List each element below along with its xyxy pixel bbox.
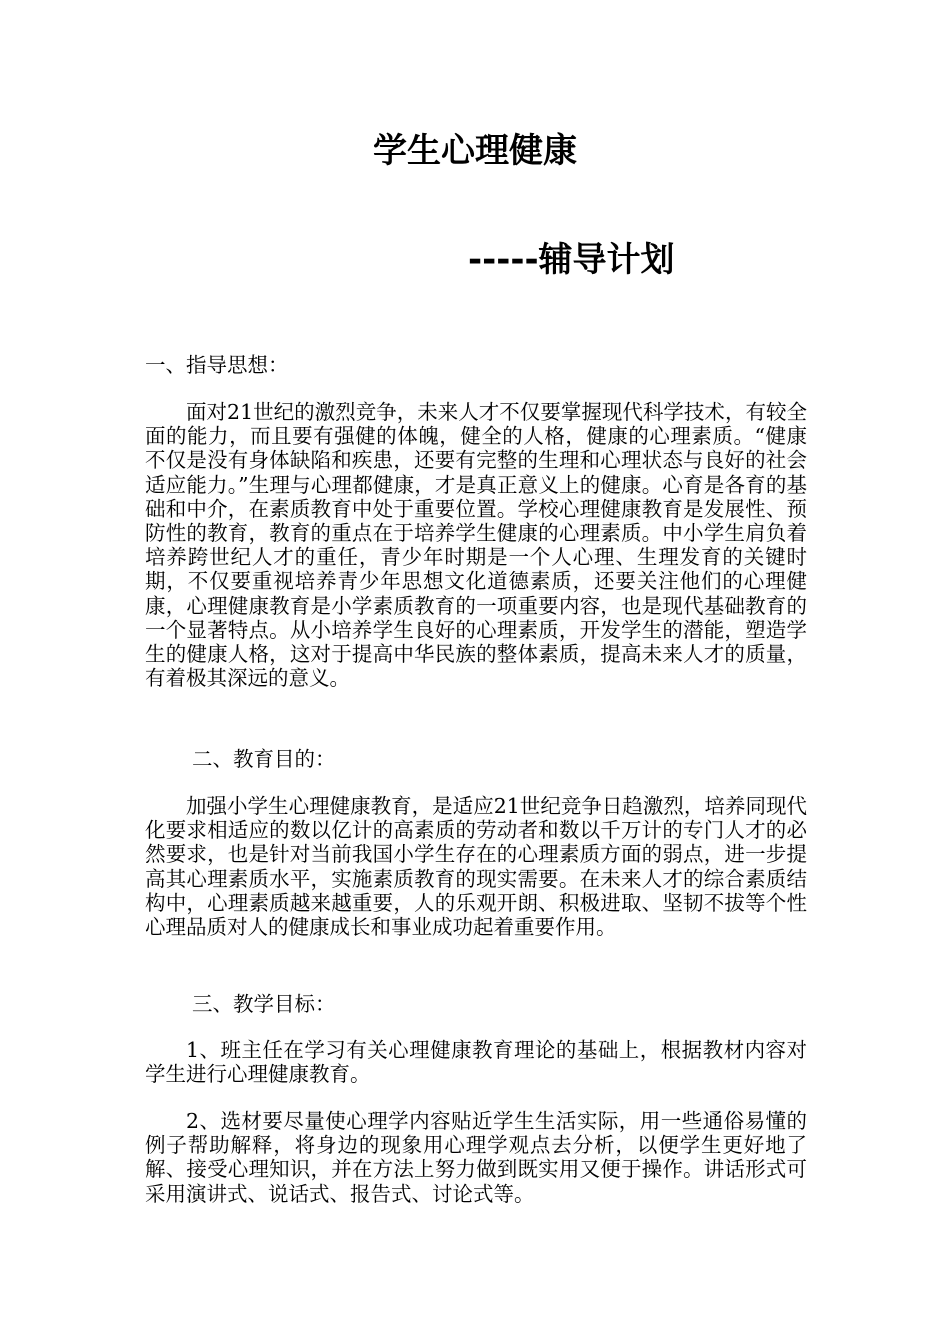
section-heading-guiding-ideology: 一、指导思想： xyxy=(145,353,289,377)
paragraph-teaching-goal-1: 1、班主任在学习有关心理健康教育理论的基础上，根据教材内容对学生进行心理健康教育。 xyxy=(145,1038,807,1087)
document-title: 学生心理健康 xyxy=(373,131,577,171)
section-heading-teaching-goals: 三、教学目标： xyxy=(192,992,336,1016)
paragraph-guiding-ideology: 面对21世纪的激烈竞争，未来人才不仅要掌握现代科学技术，有较全面的能力，而且要有强健的体魄，健全的人格，健康的心理素质。“健康不仅是没有身体缺陷和疾患，还要有完整的生理和心理状态与良好的社会适应能力。”生理与心理都健康，才是真正意义上的健康。心育是各育的基础和中介，在素质教育中处于重要位置。学校心理健康教育是发展性、预防性的教育，教育的重点在于培养学生健康的心理素质。中小学生肩负着培养跨世纪人才的重任，青少年时期是一个人心理、生理发育的关键时期，不仅要重视培养青少年思想文化道德素质，还要关注他们的心理健康，心理健康教育是小学素质教育的一项重要内容，也是现代基础教育的一个显著特点。从小培养学生良好的心理素质，开发学生的潜能，塑造学生的健康人格，这对于提高中华民族的整体素质，提高未来人才的质量，有着极其深远的意义。 xyxy=(145,400,807,691)
section-heading-education-purpose: 二、教育目的： xyxy=(192,747,336,771)
paragraph-education-purpose: 加强小学生心理健康教育，是适应21世纪竞争日趋激烈，培养同现代化要求相适应的数以亿计的高素质的劳动者和数以千万计的专门人才的必然要求，也是针对当前我国小学生存在的心理素质方面的弱点，进一步提高其心理素质水平，实施素质教育的现实需要。在未来人才的综合素质结构中，心理素质越来越重要，人的乐观开朗、积极进取、坚韧不拔等个性心理品质对人的健康成长和事业成功起着重要作用。 xyxy=(145,794,807,940)
paragraph-teaching-goal-2: 2、选材要尽量使心理学内容贴近学生生活实际，用一些通俗易懂的例子帮助解释，将身边的现象用心理学观点去分析，以便学生更好地了解、接受心理知识，并在方法上努力做到既实用又便于操作。讲话形式可采用演讲式、说话式、报告式、讨论式等。 xyxy=(145,1109,807,1206)
document-subtitle: -----辅导计划 xyxy=(468,240,675,280)
